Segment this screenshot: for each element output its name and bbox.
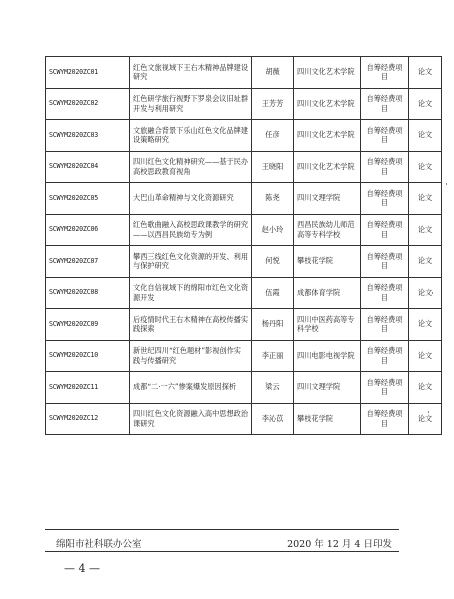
footer-divider-bottom [45, 551, 399, 552]
output-form-cell: 论文 [409, 151, 442, 183]
author-name-cell: 王芳芳 [252, 88, 294, 120]
institution-cell: 成都体育学院 [294, 277, 361, 309]
table-row [46, 246, 442, 278]
author-name-cell: 杨丹阳 [252, 309, 294, 341]
output-form-cell: 论文 [409, 372, 442, 404]
output-form-cell: 论文 [409, 120, 442, 152]
project-id-cell: SCWYM2020ZC08 [46, 277, 130, 309]
project-title-cell: 新世纪四川“红色题材”影视创作实践与传播研究 [130, 340, 252, 372]
institution-cell: 攀枝花学院 [294, 246, 361, 278]
project-id-cell: SCWYM2020ZC06 [46, 214, 130, 246]
footer-date: 2020 年 12 月 4 日印发 [287, 539, 392, 550]
author-name-cell: 伍霞 [252, 277, 294, 309]
project-id-cell: SCWYM2020ZC07 [46, 246, 130, 278]
project-id-cell: SCWYM2020ZC12 [46, 403, 130, 435]
table-row [46, 88, 442, 120]
institution-cell: 四川中医药高等专科学校 [294, 309, 361, 341]
project-id-cell: SCWYM2020ZC05 [46, 183, 130, 215]
table-row [46, 57, 442, 89]
footer-office: 绵阳市社科联办公室 [56, 539, 142, 550]
author-name-cell: 李正丽 [252, 340, 294, 372]
project-title-cell: 大巴山革命精神与文化资源研究 [130, 183, 252, 215]
funding-type-cell: 自筹经费项目 [361, 214, 409, 246]
project-id-cell: SCWYM2020ZC04 [46, 151, 130, 183]
table-row [46, 120, 442, 152]
institution-cell: 四川文化艺术学院 [294, 120, 361, 152]
project-title-cell: 红色文旅视域下王右木精神品牌建设研究 [130, 57, 252, 89]
table-row [46, 277, 442, 309]
scan-speck [432, 292, 433, 294]
author-name-cell: 赵小玲 [252, 214, 294, 246]
author-name-cell: 何悦 [252, 246, 294, 278]
funding-type-cell: 自筹经费项目 [361, 246, 409, 278]
project-title-cell: 后疫情时代王右木精神在高校传播实践探索 [130, 309, 252, 341]
output-form-cell: 论文 [409, 183, 442, 215]
funding-type-cell: 自筹经费项目 [361, 403, 409, 435]
page-number: — 4 — [64, 562, 100, 575]
funding-type-cell: 自筹经费项目 [361, 340, 409, 372]
author-name-cell: 王晓阳 [252, 151, 294, 183]
institution-cell: 四川文化艺术学院 [294, 151, 361, 183]
funding-type-cell: 自筹经费项目 [361, 372, 409, 404]
institution-cell: 四川文化艺术学院 [294, 88, 361, 120]
funding-type-cell: 自筹经费项目 [361, 183, 409, 215]
funding-type-cell: 自筹经费项目 [361, 57, 409, 89]
output-form-cell: 论文 [409, 246, 442, 278]
author-name-cell: 胡薇 [252, 57, 294, 89]
output-form-cell: 论文 [409, 277, 442, 309]
project-title-cell: 四川红色文化精神研究——基于民办高校思政教育视角 [130, 151, 252, 183]
project-title-cell: 红色歌曲融入高校思政课教学的研究——以西昌民族幼专为例 [130, 214, 252, 246]
institution-cell: 攀枝花学院 [294, 403, 361, 435]
project-id-cell: SCWYM2020ZC03 [46, 120, 130, 152]
output-form-cell: 论文 [409, 340, 442, 372]
project-title-cell: 攀西三线红色文化资源的开发、利用与保护研究 [130, 246, 252, 278]
project-title-cell: 成都“二·一六”惨案爆发原因探析 [130, 372, 252, 404]
table-row [46, 372, 442, 404]
output-form-cell: 论文 [409, 214, 442, 246]
institution-cell: 西昌民族幼儿师范高等专科学校 [294, 214, 361, 246]
institution-cell: 四川文理学院 [294, 183, 361, 215]
project-title-cell: 红色研学旅行视野下罗泉会议旧址群开发与利用研究 [130, 88, 252, 120]
funding-type-cell: 自筹经费项目 [361, 151, 409, 183]
table-row [46, 340, 442, 372]
project-id-cell: SCWYM2020ZC11 [46, 372, 130, 404]
author-name-cell: 李沁苡 [252, 403, 294, 435]
table-row [46, 403, 442, 435]
project-id-cell: SCWYM2020ZC10 [46, 340, 130, 372]
project-id-cell: SCWYM2020ZC09 [46, 309, 130, 341]
project-title-cell: 四川红色文化资源融入高中思想政治课研究 [130, 403, 252, 435]
institution-cell: 四川文理学院 [294, 372, 361, 404]
project-table [45, 56, 442, 435]
table-row [46, 309, 442, 341]
funding-type-cell: 自筹经费项目 [361, 277, 409, 309]
table-row [46, 151, 442, 183]
project-id-cell: SCWYM2020ZC02 [46, 88, 130, 120]
footer-divider-top [45, 529, 399, 530]
scan-speck [446, 183, 447, 185]
author-name-cell: 陈尧 [252, 183, 294, 215]
table-row [46, 214, 442, 246]
output-form-cell: 论文 [409, 88, 442, 120]
institution-cell: 四川文化艺术学院 [294, 57, 361, 89]
author-name-cell: 梁云 [252, 372, 294, 404]
institution-cell: 四川电影电视学院 [294, 340, 361, 372]
output-form-cell: 论文 [409, 57, 442, 89]
funding-type-cell: 自筹经费项目 [361, 309, 409, 341]
funding-type-cell: 自筹经费项目 [361, 88, 409, 120]
funding-type-cell: 自筹经费项目 [361, 120, 409, 152]
table-row [46, 183, 442, 215]
output-form-cell: 论文 [409, 403, 442, 435]
project-id-cell: SCWYM2020ZC01 [46, 57, 130, 89]
project-title-cell: 文化自信视域下的绵阳市红色文化资源开发 [130, 277, 252, 309]
scan-speck [428, 411, 429, 413]
project-title-cell: 文旅融合背景下乐山红色文化品牌建设策略研究 [130, 120, 252, 152]
output-form-cell: 论文 [409, 309, 442, 341]
author-name-cell: 任彦 [252, 120, 294, 152]
